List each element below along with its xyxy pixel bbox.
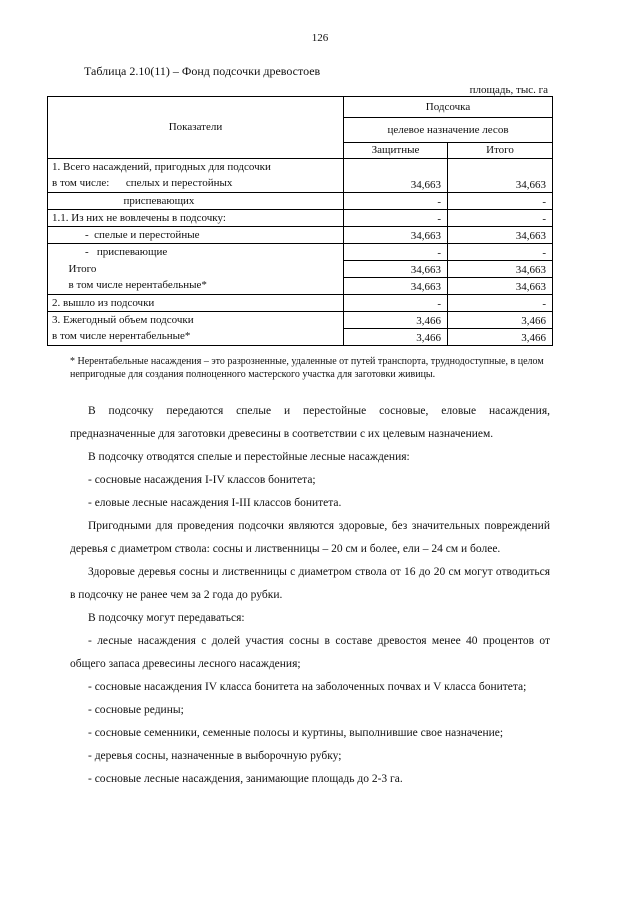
paragraph: В подсочку могут передаваться: (88, 612, 245, 624)
row-protective-value: - (344, 210, 448, 227)
row-protective-value: 34,663 (344, 261, 448, 278)
row-protective-value: 34,663 (344, 227, 448, 244)
tapping-fund-table (47, 96, 553, 346)
table-caption: Таблица 2.10(11) – Фонд подсочки древостоев (84, 64, 321, 78)
table-body (48, 159, 553, 346)
row-label: 3. Ежегодный объем подсочки (48, 312, 344, 329)
header-total: Итого (448, 143, 553, 159)
table-row (48, 295, 553, 312)
paragraph: Здоровые деревья сосны и лиственницы с диаметром ствола от 16 до 20 см могут отводиться в подсочку не ранее чем за 2 года до рубки. (70, 566, 550, 601)
table-row (48, 227, 553, 244)
header-indicator: Показатели (48, 97, 344, 159)
paragraph: - деревья сосны, назначенные в выборочную рубку; (88, 750, 342, 762)
table-row (48, 193, 553, 210)
row-label: приспевающих (48, 193, 344, 210)
table-unit: площадь, тыс. га (469, 84, 548, 96)
header-subgroup: целевое назначение лесов (344, 118, 553, 143)
row-protective-value: - (344, 193, 448, 210)
table-row (48, 278, 553, 295)
table-row (48, 244, 553, 261)
footnote: * Нерентабельные насаждения – это разрозненные, удаленные от путей транспорта, труднодоступные, в целом непригодные для создания полноценного мастерского участка для заготовки живицы. (70, 356, 544, 380)
table-row (48, 329, 553, 346)
row-total-value: 34,663 (448, 227, 553, 244)
row-total-value: - (448, 244, 553, 261)
row-label: 2. вышло из подсочки (48, 295, 344, 312)
row-protective-value: - (344, 244, 448, 261)
row-label: 1.1. Из них не вовлечены в подсочку: (48, 210, 344, 227)
row-total-value: - (448, 210, 553, 227)
row-total-value: 34,663 (448, 261, 553, 278)
row-label: - спелые и перестойные (48, 227, 344, 244)
row-label: 1. Всего насаждений, пригодных для подсочки (48, 159, 344, 176)
paragraph: В подсочку отводятся спелые и перестойные лесные насаждения: (88, 451, 410, 463)
paragraph: Пригодными для проведения подсочки являются здоровые, без значительных повреждений деревья с диаметром ствола: сосны и лиственницы – 20 см и более, ели – 24 см и более. (70, 520, 550, 555)
row-label: в том числе нерентабельные* (48, 329, 344, 346)
body-text (70, 400, 550, 791)
row-total-value: 34,663 (448, 175, 553, 193)
table-row (48, 210, 553, 227)
row-protective-value: 34,663 (344, 175, 448, 193)
row-total-value: - (448, 193, 553, 210)
header-group: Подсочка (344, 97, 553, 118)
row-protective-value: 34,663 (344, 278, 448, 295)
row-protective-value: 3,466 (344, 329, 448, 346)
paragraph: - сосновые семенники, семенные полосы и куртины, выполнившие свое назначение; (88, 727, 504, 739)
row-label: - приспевающие (48, 244, 344, 261)
row-protective-value: - (344, 295, 448, 312)
table-row (48, 159, 553, 176)
paragraph: - сосновые редины; (88, 704, 184, 716)
row-total-value: - (448, 295, 553, 312)
row-protective-value (344, 159, 448, 176)
page-number: 126 (311, 32, 329, 44)
row-protective-value: 3,466 (344, 312, 448, 329)
table-row (48, 261, 553, 278)
paragraph: - еловые лесные насаждения I-III классов бонитета. (88, 497, 342, 509)
paragraph: - сосновые насаждения I-IV классов бонитета; (88, 474, 316, 486)
row-total-value: 34,663 (448, 278, 553, 295)
row-label: в том числе нерентабельные* (48, 278, 344, 295)
row-label: в том числе: спелых и перестойных (48, 175, 344, 193)
header-protective: Защитные (344, 143, 448, 159)
row-total-value (448, 159, 553, 176)
table-row (48, 312, 553, 329)
table-row (48, 175, 553, 193)
paragraph: - лесные насаждения с долей участия сосны в составе древостоя менее 40 процентов от общего запаса древесины лесного насаждения; (70, 635, 550, 670)
row-total-value: 3,466 (448, 329, 553, 346)
row-total-value: 3,466 (448, 312, 553, 329)
paragraph: - сосновые насаждения IV класса бонитета на заболоченных почвах и V класса бонитета; (88, 681, 527, 693)
row-label: Итого (48, 261, 344, 278)
paragraph: - сосновые лесные насаждения, занимающие площадь до 2-3 га. (88, 773, 403, 785)
paragraph: В подсочку передаются спелые и перестойные сосновые, еловые насаждения, предназначенные для заготовки древесины в соответствии с их целевым назначением. (70, 405, 550, 440)
